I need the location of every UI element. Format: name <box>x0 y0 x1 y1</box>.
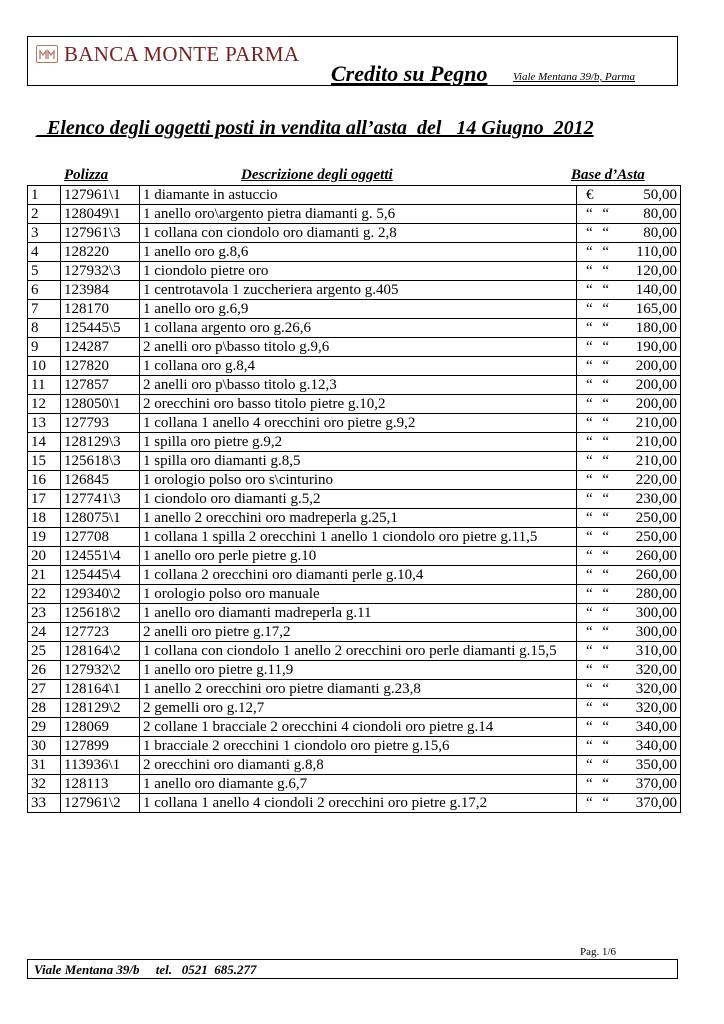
row-number: 4 <box>28 243 61 262</box>
price-symbol: “ “ <box>586 795 613 811</box>
price-value: 310,00 <box>635 643 677 659</box>
price-symbol: “ “ <box>586 738 613 754</box>
price-symbol: “ “ <box>586 548 613 564</box>
price-symbol: “ “ <box>586 320 613 336</box>
header-address: Viale Mentana 39/b, Parma <box>513 71 635 83</box>
price-value: 300,00 <box>635 605 677 621</box>
base-price-cell <box>577 699 681 718</box>
table-row <box>28 205 681 224</box>
table-row <box>28 338 681 357</box>
base-price-cell <box>577 357 681 376</box>
base-price-cell <box>577 224 681 243</box>
row-number: 6 <box>28 281 61 300</box>
polizza-cell: 127793 <box>61 414 140 433</box>
description-cell: 1 ciondolo pietre oro <box>140 262 577 281</box>
base-price-cell <box>577 281 681 300</box>
row-number: 19 <box>28 528 61 547</box>
description-cell: 2 orecchini oro diamanti g.8,8 <box>140 756 577 775</box>
polizza-cell: 127857 <box>61 376 140 395</box>
table-row <box>28 528 681 547</box>
row-number: 22 <box>28 585 61 604</box>
price-symbol: “ “ <box>586 719 613 735</box>
base-price-cell <box>577 205 681 224</box>
price-symbol: “ “ <box>586 263 613 279</box>
row-number: 33 <box>28 794 61 813</box>
price-value: 200,00 <box>635 377 677 393</box>
price-symbol: “ “ <box>586 453 613 469</box>
polizza-cell: 127961\2 <box>61 794 140 813</box>
price-value: 320,00 <box>635 700 677 716</box>
base-price-cell <box>577 775 681 794</box>
description-cell: 2 gemelli oro g.12,7 <box>140 699 577 718</box>
price-symbol: “ “ <box>586 681 613 697</box>
description-cell: 1 collana 1 spilla 2 orecchini 1 anello 1 ciondolo oro pietre g.11,5 <box>140 528 577 547</box>
price-value: 210,00 <box>635 434 677 450</box>
polizza-cell: 127961\3 <box>61 224 140 243</box>
price-symbol: “ “ <box>586 586 613 602</box>
description-cell: 1 collana oro g.8,4 <box>140 357 577 376</box>
row-number: 12 <box>28 395 61 414</box>
polizza-cell: 127932\2 <box>61 661 140 680</box>
price-value: 370,00 <box>635 776 677 792</box>
column-header-polizza: Polizza <box>64 167 109 183</box>
column-header-descrizione: Descrizione degli oggetti <box>241 167 393 183</box>
polizza-cell: 127820 <box>61 357 140 376</box>
row-number: 15 <box>28 452 61 471</box>
price-symbol: “ “ <box>586 225 613 241</box>
description-cell: 1 centrotavola 1 zuccheriera argento g.405 <box>140 281 577 300</box>
price-symbol: “ “ <box>586 662 613 678</box>
polizza-cell: 127961\1 <box>61 186 140 205</box>
price-value: 280,00 <box>635 586 677 602</box>
description-cell: 1 collana argento oro g.26,6 <box>140 319 577 338</box>
base-price-cell <box>577 490 681 509</box>
description-cell: 1 anello oro pietre g.11,9 <box>140 661 577 680</box>
base-price-cell <box>577 509 681 528</box>
base-price-cell <box>577 243 681 262</box>
table-row <box>28 775 681 794</box>
page-number: Pag. 1/6 <box>580 946 617 958</box>
price-value: 200,00 <box>635 396 677 412</box>
price-symbol: “ “ <box>586 244 613 260</box>
price-value: 200,00 <box>635 358 677 374</box>
price-symbol: “ “ <box>586 301 613 317</box>
table-row <box>28 452 681 471</box>
polizza-cell: 125618\3 <box>61 452 140 471</box>
price-symbol: “ “ <box>586 415 613 431</box>
price-value: 300,00 <box>635 624 677 640</box>
base-price-cell <box>577 737 681 756</box>
polizza-cell: 124287 <box>61 338 140 357</box>
price-value: 320,00 <box>635 681 677 697</box>
price-symbol: “ “ <box>586 700 613 716</box>
polizza-cell: 126845 <box>61 471 140 490</box>
description-cell: 1 anello oro g.8,6 <box>140 243 577 262</box>
description-cell: 1 anello oro perle pietre g.10 <box>140 547 577 566</box>
price-value: 120,00 <box>635 263 677 279</box>
base-price-cell <box>577 547 681 566</box>
price-value: 370,00 <box>635 795 677 811</box>
polizza-cell: 125618\2 <box>61 604 140 623</box>
price-symbol: “ “ <box>586 643 613 659</box>
row-number: 13 <box>28 414 61 433</box>
table-row <box>28 357 681 376</box>
polizza-cell: 123984 <box>61 281 140 300</box>
description-cell: 1 ciondolo oro diamanti g.5,2 <box>140 490 577 509</box>
price-symbol: “ “ <box>586 434 613 450</box>
price-value: 260,00 <box>635 567 677 583</box>
base-price-cell <box>577 585 681 604</box>
price-value: 320,00 <box>635 662 677 678</box>
description-cell: 2 collane 1 bracciale 2 orecchini 4 ciondoli oro pietre g.14 <box>140 718 577 737</box>
table-row <box>28 243 681 262</box>
table-row <box>28 186 681 205</box>
header-title: Credito su Pegno <box>331 61 488 86</box>
base-price-cell <box>577 186 681 205</box>
price-value: 110,00 <box>636 244 677 260</box>
row-number: 14 <box>28 433 61 452</box>
table-row <box>28 585 681 604</box>
table-row <box>28 224 681 243</box>
polizza-cell: 128164\1 <box>61 680 140 699</box>
base-price-cell <box>577 414 681 433</box>
table-row <box>28 566 681 585</box>
price-value: 220,00 <box>635 472 677 488</box>
description-cell: 2 anelli oro p\basso titolo g.12,3 <box>140 376 577 395</box>
base-price-cell <box>577 300 681 319</box>
row-number: 26 <box>28 661 61 680</box>
price-symbol: “ “ <box>586 605 613 621</box>
row-number: 2 <box>28 205 61 224</box>
row-number: 25 <box>28 642 61 661</box>
price-symbol: “ “ <box>586 529 613 545</box>
row-number: 28 <box>28 699 61 718</box>
row-number: 32 <box>28 775 61 794</box>
document-title: _Elenco degli oggetti posti in vendita all’asta del 14 Giugno 2012 <box>37 117 594 139</box>
price-value: 165,00 <box>635 301 677 317</box>
description-cell: 2 anelli oro p\basso titolo g.9,6 <box>140 338 577 357</box>
base-price-cell <box>577 452 681 471</box>
table-row <box>28 319 681 338</box>
table-row <box>28 376 681 395</box>
description-cell: 1 spilla oro diamanti g.8,5 <box>140 452 577 471</box>
price-value: 80,00 <box>643 206 677 222</box>
base-price-cell <box>577 528 681 547</box>
bank-logo-icon <box>36 45 58 63</box>
row-number: 16 <box>28 471 61 490</box>
base-price-cell <box>577 395 681 414</box>
base-price-cell <box>577 718 681 737</box>
base-price-cell <box>577 471 681 490</box>
base-price-cell <box>577 262 681 281</box>
polizza-cell: 125445\5 <box>61 319 140 338</box>
description-cell: 1 diamante in astuccio <box>140 186 577 205</box>
polizza-cell: 127723 <box>61 623 140 642</box>
description-cell: 1 collana 1 anello 4 orecchini oro pietre g.9,2 <box>140 414 577 433</box>
table-row <box>28 623 681 642</box>
table-row <box>28 509 681 528</box>
row-number: 21 <box>28 566 61 585</box>
price-value: 140,00 <box>635 282 677 298</box>
polizza-cell: 129340\2 <box>61 585 140 604</box>
description-cell: 1 collana 1 anello 4 ciondoli 2 orecchini oro pietre g.17,2 <box>140 794 577 813</box>
price-value: 230,00 <box>635 491 677 507</box>
table-row <box>28 414 681 433</box>
description-cell: 1 anello 2 orecchini oro pietre diamanti g.23,8 <box>140 680 577 699</box>
polizza-cell: 127741\3 <box>61 490 140 509</box>
price-value: 250,00 <box>635 510 677 526</box>
price-value: 250,00 <box>635 529 677 545</box>
price-value: 340,00 <box>635 738 677 754</box>
row-number: 5 <box>28 262 61 281</box>
base-price-cell <box>577 604 681 623</box>
row-number: 11 <box>28 376 61 395</box>
row-number: 9 <box>28 338 61 357</box>
table-row <box>28 794 681 813</box>
price-symbol: “ “ <box>586 358 613 374</box>
polizza-cell: 128170 <box>61 300 140 319</box>
price-symbol: “ “ <box>586 491 613 507</box>
polizza-cell: 124551\4 <box>61 547 140 566</box>
description-cell: 1 collana 2 orecchini oro diamanti perle g.10,4 <box>140 566 577 585</box>
base-price-cell <box>577 661 681 680</box>
polizza-cell: 127932\3 <box>61 262 140 281</box>
description-cell: 2 orecchini oro basso titolo pietre g.10,2 <box>140 395 577 414</box>
description-cell: 1 spilla oro pietre g.9,2 <box>140 433 577 452</box>
polizza-cell: 128129\2 <box>61 699 140 718</box>
column-header-base: Base d’Asta <box>571 167 645 183</box>
price-value: 190,00 <box>635 339 677 355</box>
table-row <box>28 661 681 680</box>
price-value: 350,00 <box>635 757 677 773</box>
description-cell: 1 collana con ciondolo oro diamanti g. 2,8 <box>140 224 577 243</box>
base-price-cell <box>577 376 681 395</box>
table-row <box>28 262 681 281</box>
row-number: 29 <box>28 718 61 737</box>
polizza-cell: 127708 <box>61 528 140 547</box>
price-value: 260,00 <box>635 548 677 564</box>
price-symbol: “ “ <box>586 206 613 222</box>
base-price-cell <box>577 642 681 661</box>
price-symbol: “ “ <box>586 472 613 488</box>
description-cell: 1 orologio polso oro manuale <box>140 585 577 604</box>
table-row <box>28 547 681 566</box>
bank-name: BANCA MONTE PARMA <box>64 41 300 66</box>
table-row <box>28 395 681 414</box>
row-number: 31 <box>28 756 61 775</box>
row-number: 27 <box>28 680 61 699</box>
description-cell: 1 anello oro\argento pietra diamanti g. 5,6 <box>140 205 577 224</box>
description-cell: 1 anello 2 orecchini oro madreperla g.25,1 <box>140 509 577 528</box>
polizza-cell: 128069 <box>61 718 140 737</box>
row-number: 3 <box>28 224 61 243</box>
row-number: 1 <box>28 186 61 205</box>
base-price-cell <box>577 680 681 699</box>
table-row <box>28 604 681 623</box>
table-row <box>28 737 681 756</box>
row-number: 8 <box>28 319 61 338</box>
row-number: 17 <box>28 490 61 509</box>
price-symbol: “ “ <box>586 396 613 412</box>
table-row <box>28 471 681 490</box>
row-number: 10 <box>28 357 61 376</box>
base-price-cell <box>577 794 681 813</box>
polizza-cell: 128113 <box>61 775 140 794</box>
price-symbol: € <box>586 187 597 203</box>
bank-logo <box>36 41 299 67</box>
footer-box: Viale Mentana 39/b tel. 0521 685.277 <box>27 959 678 979</box>
price-symbol: “ “ <box>586 339 613 355</box>
polizza-cell: 113936\1 <box>61 756 140 775</box>
price-value: 80,00 <box>643 225 677 241</box>
auction-table <box>27 185 681 813</box>
header-box <box>27 36 678 86</box>
row-number: 23 <box>28 604 61 623</box>
polizza-cell: 128220 <box>61 243 140 262</box>
price-symbol: “ “ <box>586 282 613 298</box>
price-symbol: “ “ <box>586 624 613 640</box>
row-number: 24 <box>28 623 61 642</box>
table-row <box>28 300 681 319</box>
price-symbol: “ “ <box>586 567 613 583</box>
price-value: 210,00 <box>635 415 677 431</box>
table-row <box>28 642 681 661</box>
price-value: 210,00 <box>635 453 677 469</box>
row-number: 7 <box>28 300 61 319</box>
table-row <box>28 680 681 699</box>
row-number: 18 <box>28 509 61 528</box>
table-row <box>28 281 681 300</box>
table-row <box>28 490 681 509</box>
base-price-cell <box>577 566 681 585</box>
base-price-cell <box>577 433 681 452</box>
price-value: 340,00 <box>635 719 677 735</box>
polizza-cell: 128129\3 <box>61 433 140 452</box>
description-cell: 1 bracciale 2 orecchini 1 ciondolo oro pietre g.15,6 <box>140 737 577 756</box>
polizza-cell: 128164\2 <box>61 642 140 661</box>
row-number: 30 <box>28 737 61 756</box>
description-cell: 2 anelli oro pietre g.17,2 <box>140 623 577 642</box>
table-row <box>28 433 681 452</box>
description-cell: 1 anello oro g.6,9 <box>140 300 577 319</box>
table-row <box>28 699 681 718</box>
row-number: 20 <box>28 547 61 566</box>
polizza-cell: 127899 <box>61 737 140 756</box>
table-row <box>28 756 681 775</box>
description-cell: 1 orologio polso oro s\cinturino <box>140 471 577 490</box>
description-cell: 1 anello oro diamanti madreperla g.11 <box>140 604 577 623</box>
base-price-cell <box>577 338 681 357</box>
price-symbol: “ “ <box>586 757 613 773</box>
price-symbol: “ “ <box>586 510 613 526</box>
price-symbol: “ “ <box>586 776 613 792</box>
table-row <box>28 718 681 737</box>
polizza-cell: 128050\1 <box>61 395 140 414</box>
description-cell: 1 anello oro diamante g.6,7 <box>140 775 577 794</box>
polizza-cell: 125445\4 <box>61 566 140 585</box>
price-value: 50,00 <box>643 187 677 203</box>
price-value: 180,00 <box>635 320 677 336</box>
base-price-cell <box>577 756 681 775</box>
price-symbol: “ “ <box>586 377 613 393</box>
polizza-cell: 128049\1 <box>61 205 140 224</box>
polizza-cell: 128075\1 <box>61 509 140 528</box>
base-price-cell <box>577 319 681 338</box>
base-price-cell <box>577 623 681 642</box>
description-cell: 1 collana con ciondolo 1 anello 2 orecchini oro perle diamanti g.15,5 <box>140 642 577 661</box>
